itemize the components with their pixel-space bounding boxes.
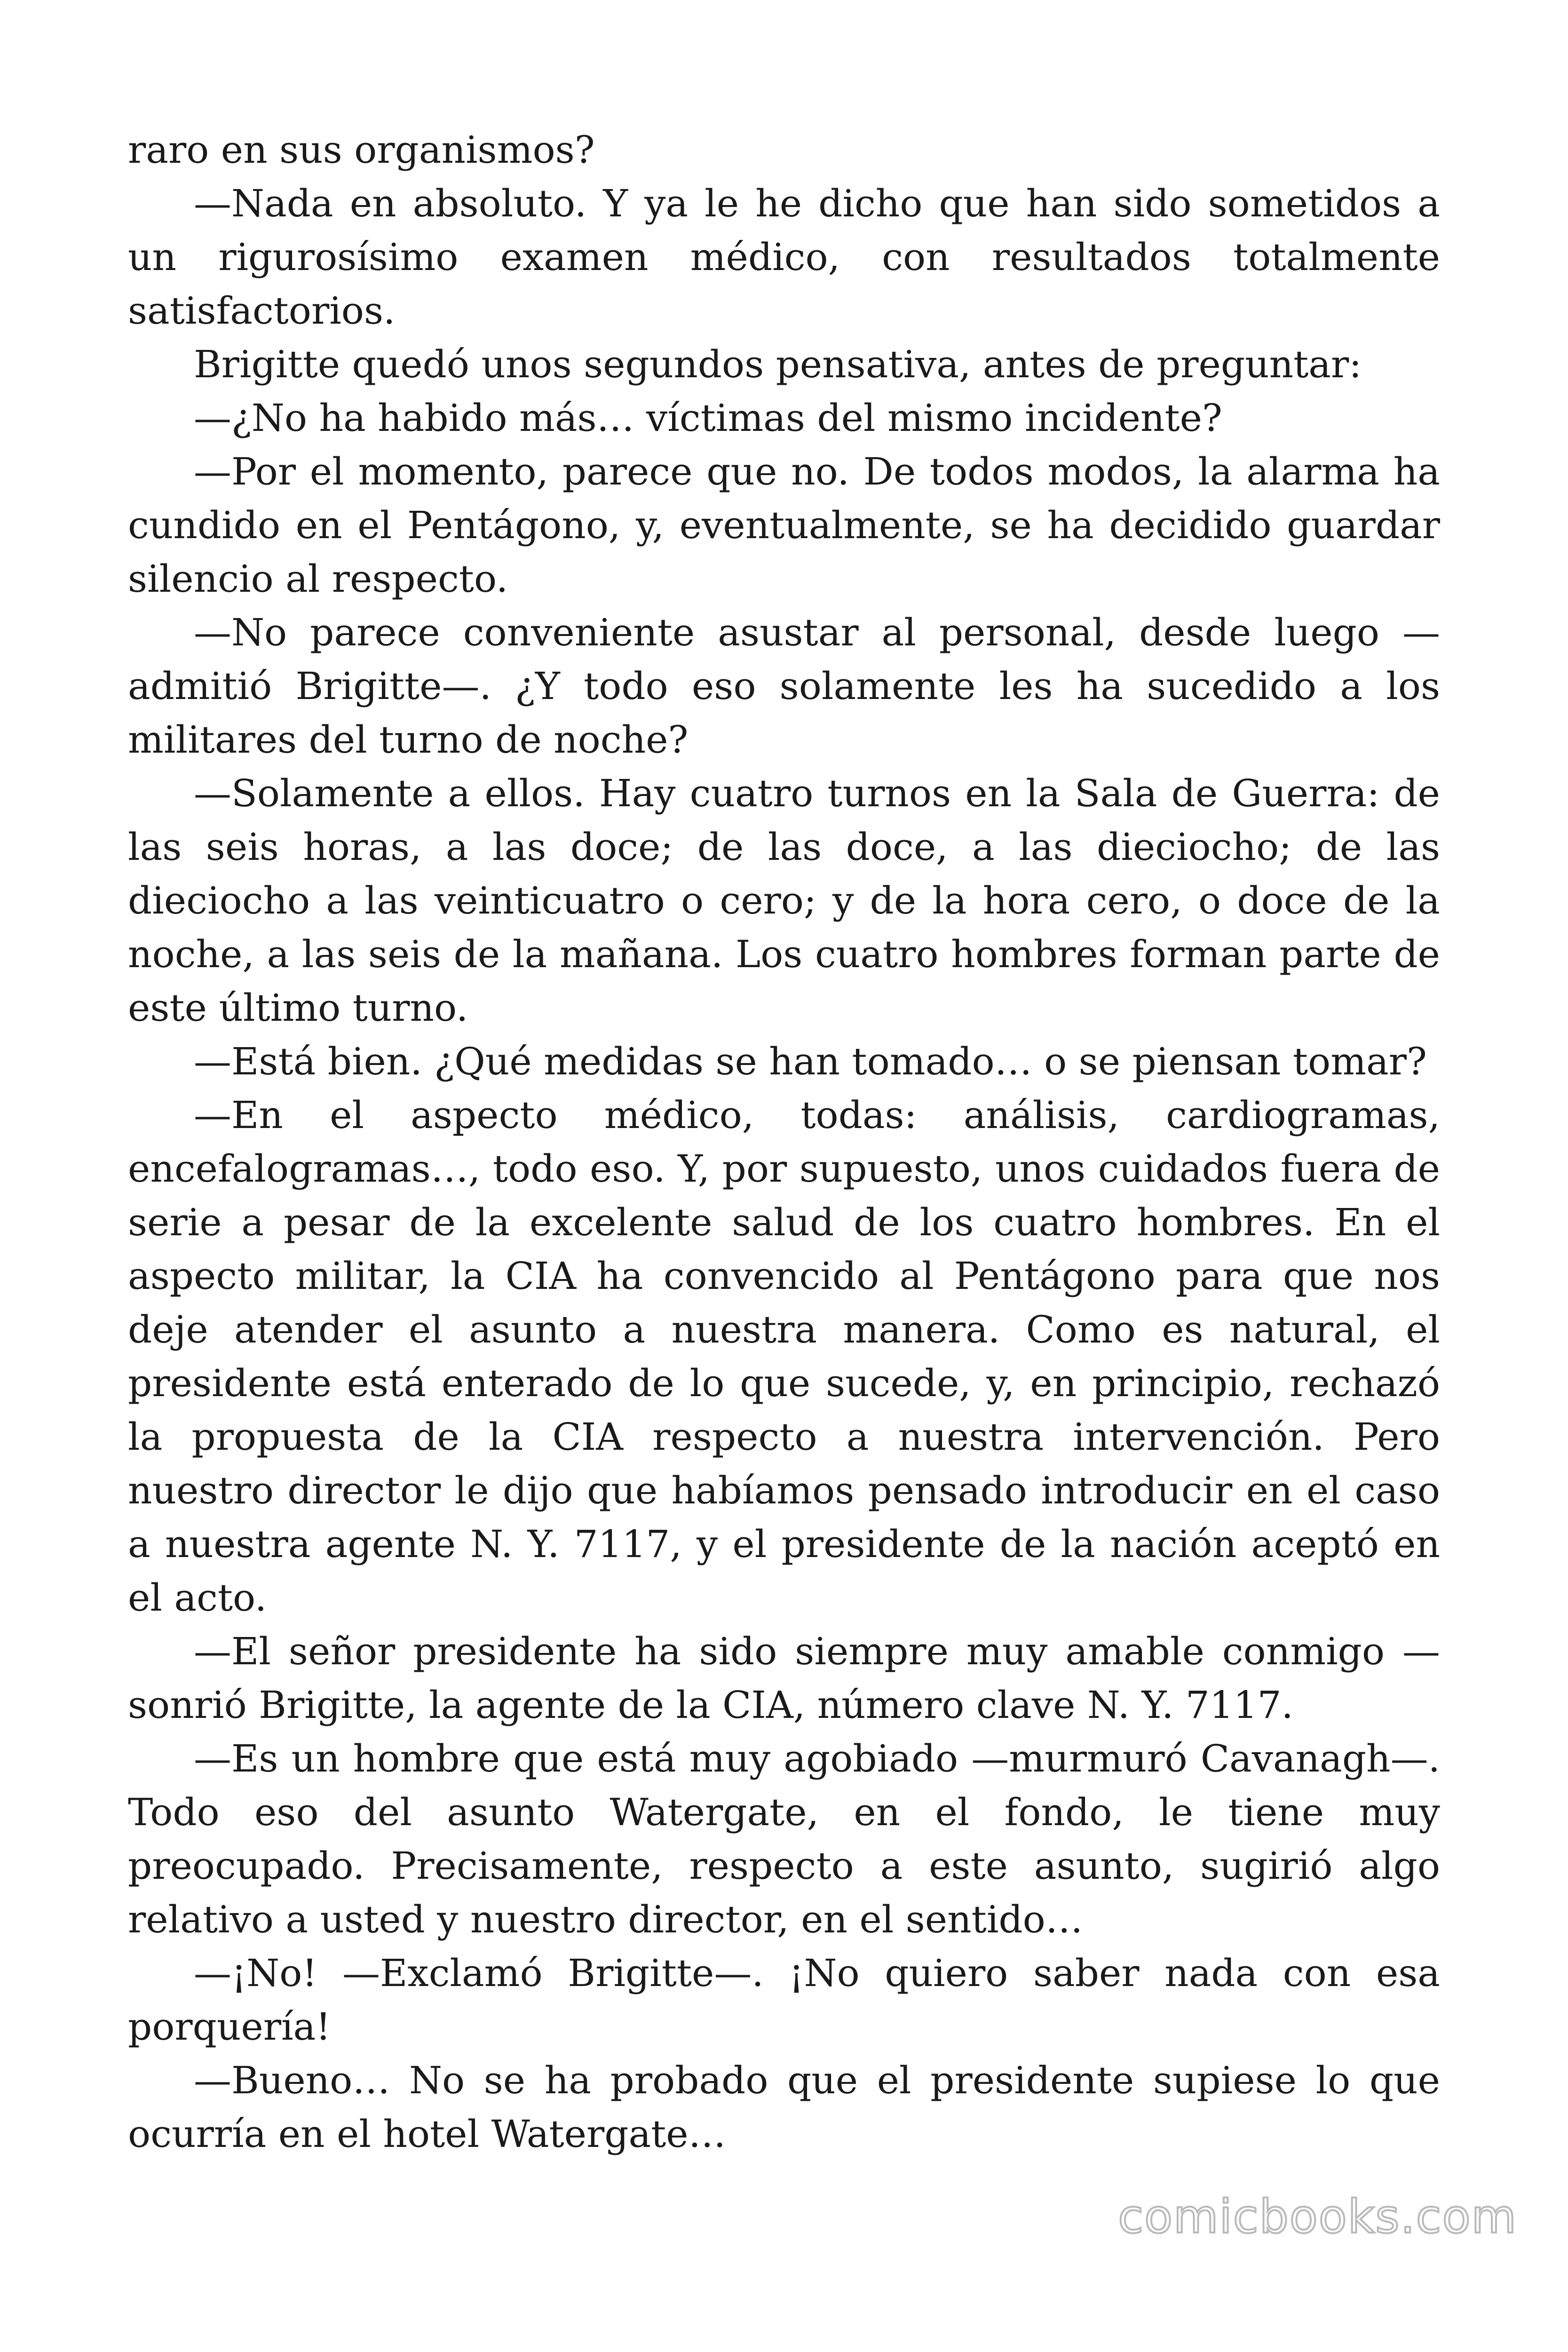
paragraph-3: Brigitte quedó unos segundos pensativa, antes de preguntar: bbox=[194, 342, 1362, 386]
paragraph-8: —Está bien. ¿Qué medidas se han tomado… o se piensan tomar? bbox=[194, 1040, 1427, 1083]
watermark: comicbooks.com bbox=[1118, 2190, 1517, 2244]
paragraph-7: —Solamente a ellos. Hay cuatro turnos en la Sala de Guerra: de las seis horas, a las doce; de las doce, a las dieciocho; de las dieciocho a las veinticuatro o cero; y de la hora cero, o doce de la noche, a las seis de la mañana. Los cuatro hombres forman parte de este último turno. bbox=[128, 771, 1440, 1030]
paragraph-5: —Por el momento, parece que no. De todos modos, la alarma ha cundido en el Pentágono, y, eventualmente, se ha decidido guardar silencio al respecto. bbox=[128, 450, 1440, 601]
book-page-text bbox=[128, 123, 1440, 2161]
paragraph-6: —No parece conveniente asustar al personal, desde luego —admitió Brigitte—. ¿Y todo eso solamente les ha sucedido a los militares del turno de noche? bbox=[128, 611, 1440, 762]
paragraph-11: —Es un hombre que está muy agobiado —murmuró Cavanagh—. Todo eso del asunto Watergate, en el fondo, le tiene muy preocupado. Precisamente, respecto a este asunto, sugirió algo relativo a usted y nuestro director, en el sentido… bbox=[128, 1737, 1440, 1941]
paragraph-12: —¡No! —Exclamó Brigitte—. ¡No quiero saber nada con esa porquería! bbox=[128, 1951, 1440, 2049]
paragraph-1: raro en sus organismos? bbox=[128, 128, 595, 172]
paragraph-9: —En el aspecto médico, todas: análisis, cardiogramas, encefalogramas…, todo eso. Y, por supuesto, unos cuidados fuera de serie a pesar de la excelente salud de los cuatro hombres. En el aspecto militar, la CIA ha convencido al Pentágono para que nos deje atender el asunto a nuestra manera. Como es natural, el presidente está enterado de lo que sucede, y, en principio, rechazó la propuesta de la CIA respecto a nuestra intervención. Pero nuestro director le dijo que habíamos pensado introducir en el caso a nuestra agente N. Y. 7117, y el presidente de la nación aceptó en el acto. bbox=[128, 1093, 1440, 1620]
paragraph-10: —El señor presidente ha sido siempre muy amable conmigo —sonrió Brigitte, la agente de la CIA, número clave N. Y. 7117. bbox=[128, 1629, 1440, 1727]
paragraph-13: —Bueno… No se ha probado que el presidente supiese lo que ocurría en el hotel Watergate… bbox=[128, 2058, 1440, 2156]
paragraph-2: —Nada en absoluto. Y ya le he dicho que han sido sometidos a un rigurosísimo examen médico, con resultados totalmente satisfactorios. bbox=[128, 182, 1440, 333]
paragraph-4: —¿No ha habido más… víctimas del mismo incidente? bbox=[194, 396, 1222, 440]
